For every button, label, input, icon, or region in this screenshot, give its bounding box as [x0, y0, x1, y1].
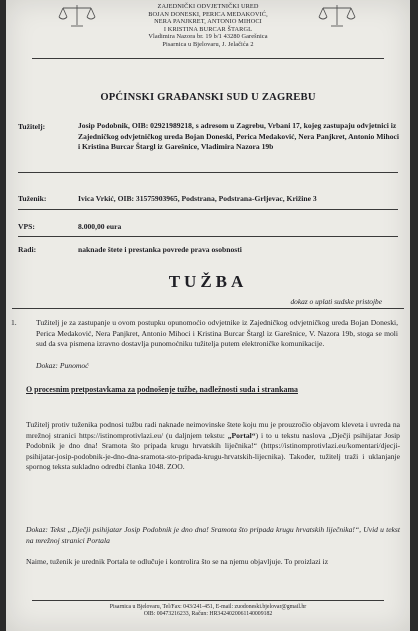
title-divider [12, 308, 404, 309]
party-divider [18, 172, 398, 173]
footer-divider [32, 600, 384, 601]
court-name: OPĆINSKI GRAĐANSKI SUD U ZAGREBU [100, 92, 316, 103]
radi-value: naknade štete i prestanka povrede prava osobnosti [78, 245, 242, 254]
editor-paragraph: Naime, tuženik je urednik Portala te odlučuje i kontrolira što se na njemu objavljuje. To proizlazi iz [26, 557, 329, 566]
plaintiff-label: Tužitelj: [18, 122, 46, 131]
letterhead-line: I KRISTINA BURCAR ŠTARGL [163, 25, 253, 33]
defendant-value: Ivica Vrkić, OIB: 31575903965, Podstrana, Podstrana-Grljevac, Križine 3 [78, 194, 317, 203]
letterhead-office: Pisarnica u Bjelovaru, J. Jelačića 2 [162, 40, 254, 48]
plaintiff-value: Josip Podobnik, OIB: 02921989218, s adresom u Zagrebu, Vrbani 17, kojeg zastupaju odvjetnici iz Zajedničkog odvjetničkog ureda Bojan Doneski, Perica Medaković, Nera Panjkret, Antonio Mihoci i Kristina Burcar Štargl iz Garešnice, Vladimira Nazora 19b [78, 121, 399, 151]
footer-account: OIB: 00473216233, Račun: HR3424020061140009182 [143, 611, 273, 618]
section-number: 1. [11, 318, 17, 327]
fee-proof-note: dokaz o uplati sudske pristojbe [290, 297, 382, 306]
letterhead-address: Vladimira Nazora br. 19 b/1 43280 Garešnica [148, 33, 268, 41]
letterhead [6, 3, 410, 49]
representation-paragraph: Tužitelj je za zastupanje u ovom postupku opunomoćio odvjetnike iz Zajedničkog odvjetničkog ureda Bojan Doneski, Perica Medaković, Nera Panjkret, Antonio Mihoci i Kristina Burcar Štargl iz Garešnice, V. Nazora 19b, stoga se moli sud da sva pismena izravno dostavlja punomoćniku tužitelja putem elektroničke komunikacije. [36, 318, 398, 349]
document-title: TUŽBA [168, 272, 248, 291]
letterhead-divider [32, 58, 384, 59]
vps-label: VPS: [18, 222, 35, 231]
footer [6, 604, 410, 618]
letterhead-line: NERA PANJKRET, ANTONIO MIHOCI [154, 18, 262, 26]
article-proof: Dokaz: Tekst „Dječji psihijatar Josip Podobnik je dno dna! Sramota što pripada krugu hrvatskih liječnika!“, Uvid u tekst na mrežnoj stranici Portala [26, 525, 400, 545]
portal-term: „Portal“ [227, 430, 256, 440]
defendant-label: Tuženik: [18, 194, 47, 203]
letterhead-line: ZAJEDNIČKI ODVJETNIČKI URED [157, 3, 259, 10]
vps-value: 8.000,00 eura [78, 222, 122, 231]
letterhead-line: BOJAN DONESKI, PERICA MEDAKOVIĆ, [148, 10, 268, 18]
radi-label: Radi: [18, 245, 37, 254]
footer-contact: Pisarnica u Bjelovaru, Tel/Fax: 043/241-451, E-mail: zuodoneski.bjelovar@gmail.hr [109, 604, 307, 610]
claim-paragraph [26, 420, 400, 473]
power-of-attorney-proof: Dokaz: Punomoć [36, 361, 89, 370]
party-divider [18, 209, 398, 210]
claim-text: ) i to u tekstu naslova „Dječji psihijatar Josip Podobnik je dno dna! Sramota što pripada krugu hrvatskih liječnika!“ (https://istinomprotivlazi.eu/komentari/djecji-psihijatar-josip-podobnik-je-dno-dna-sramota-sto-pripada-krugu-hrvatskih-lijecnika). Također, tužitelj traži i uklanjanje spornog teksta sukladno odredbi članka 1048. ZOO. [26, 430, 400, 472]
document-page [6, 0, 410, 631]
claim-text: Tužitelj protiv tuženika podnosi tužbu radi naknade neimovinske štete koju mu je prouzročio objavom kleveta i uvreda na mrežnoj stranici https://istinomprotivlazi.eu/ (u daljnjem tekstu: [26, 420, 400, 440]
section-heading: O procesnim pretpostavkama za podnošenje tužbe, nadležnosti suda i strankama [26, 385, 298, 394]
party-divider [18, 236, 398, 237]
